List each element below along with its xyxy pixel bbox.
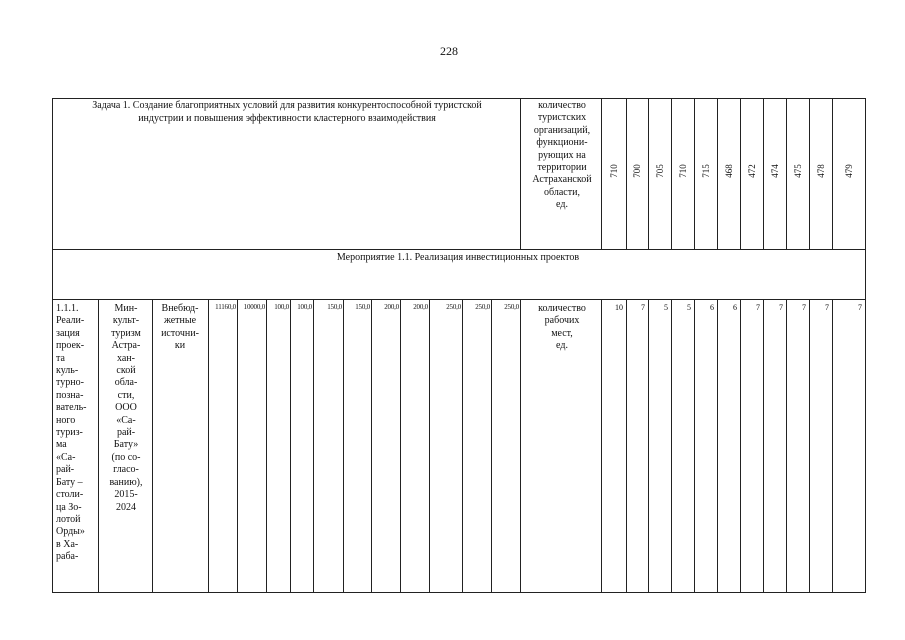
task-value: 710 [608, 164, 619, 178]
finance-value: 150,0 [327, 303, 342, 311]
table-rule [52, 98, 53, 592]
table-rule [491, 299, 492, 592]
finance-value: 11160,0 [215, 303, 236, 311]
row-executor: Мин- культ- туризм Астра- хан- ской обла- сти, ООО «Са- рай- Бату» (по со- гласо- ванию), 2015- 2024 [109, 303, 143, 513]
table-rule [98, 299, 99, 592]
table-rule [809, 98, 810, 249]
task-indicator: количество туристских организаций, функциони- рующих на территории Астраханской области, ед. [532, 100, 592, 211]
table-rule [694, 98, 695, 249]
page-number: 228 [440, 44, 458, 58]
table-rule [786, 299, 787, 592]
table-rule [371, 299, 372, 592]
table-rule [626, 299, 627, 592]
row-source: Внебюд- жетные источни- ки [161, 303, 199, 352]
task-value: 705 [654, 164, 665, 178]
row-value: 7 [641, 303, 645, 312]
finance-value: 200,0 [413, 303, 428, 311]
finance-value: 250,0 [504, 303, 519, 311]
table-rule [266, 299, 267, 592]
task-value: 475 [792, 164, 803, 178]
table-rule [462, 299, 463, 592]
row-value: 5 [687, 303, 691, 312]
table-rule [671, 98, 672, 249]
row-value: 10 [615, 303, 623, 312]
task-title-line2: индустрии и повышения эффективности кластерного взаимодействия [138, 113, 436, 124]
row-value: 7 [779, 303, 783, 312]
table-rule [429, 299, 430, 592]
table-rule [208, 299, 209, 592]
table-rule [740, 98, 741, 249]
table-rule [520, 299, 521, 592]
row-value: 6 [733, 303, 737, 312]
table-rule [786, 98, 787, 249]
table-rule [717, 98, 718, 249]
table-rule [763, 299, 764, 592]
table-rule [52, 299, 865, 300]
finance-value: 100,0 [274, 303, 289, 311]
finance-value: 250,0 [446, 303, 461, 311]
task-value: 468 [723, 164, 734, 178]
table-rule [626, 98, 627, 249]
row-value: 5 [664, 303, 668, 312]
table-rule [52, 592, 866, 593]
table-rule [313, 299, 314, 592]
table-rule [865, 98, 866, 592]
table-rule [648, 299, 649, 592]
table-rule [832, 98, 833, 249]
table-rule [832, 299, 833, 592]
table-rule [648, 98, 649, 249]
finance-value: 10000,0 [243, 303, 265, 311]
finance-value: 200,0 [384, 303, 399, 311]
task-value: 700 [632, 164, 642, 178]
row-name: 1.1.1. Реали- зация проек- та куль- турно- позна- ватель- ного туриз- ма «Са- рай- Бату – столи- ца Зо- лотой Орды» в Ха- раба- [56, 303, 87, 563]
task-value: 474 [769, 164, 780, 178]
table-rule [671, 299, 672, 592]
table-rule [52, 98, 865, 99]
task-title-line1: Задача 1. Создание благоприятных условий для развития конкурентоспособной туристской [92, 100, 482, 111]
table-rule [52, 249, 865, 250]
table-rule [740, 299, 741, 592]
table-rule [809, 299, 810, 592]
table-rule [694, 299, 695, 592]
table-rule [290, 299, 291, 592]
row-value: 7 [825, 303, 829, 312]
task-value: 478 [815, 164, 826, 178]
finance-value: 250,0 [475, 303, 490, 311]
row-value: 6 [710, 303, 714, 312]
task-value: 715 [700, 164, 711, 178]
table-rule [520, 98, 521, 249]
task-value: 710 [677, 164, 688, 178]
table-rule [717, 299, 718, 592]
table-rule [237, 299, 238, 592]
row-value: 7 [858, 303, 862, 312]
row-value: 7 [756, 303, 760, 312]
task-value: 479 [843, 164, 854, 178]
table-rule [763, 98, 764, 249]
finance-value: 100,0 [297, 303, 312, 311]
finance-value: 150,0 [355, 303, 370, 311]
table-rule [400, 299, 401, 592]
row-indicator: количество рабочих мест, ед. [538, 303, 586, 352]
row-value: 7 [802, 303, 806, 312]
task-value: 472 [746, 164, 757, 178]
event-title: Мероприятие 1.1. Реализация инвестиционных проектов [336, 252, 580, 263]
table-rule [343, 299, 344, 592]
